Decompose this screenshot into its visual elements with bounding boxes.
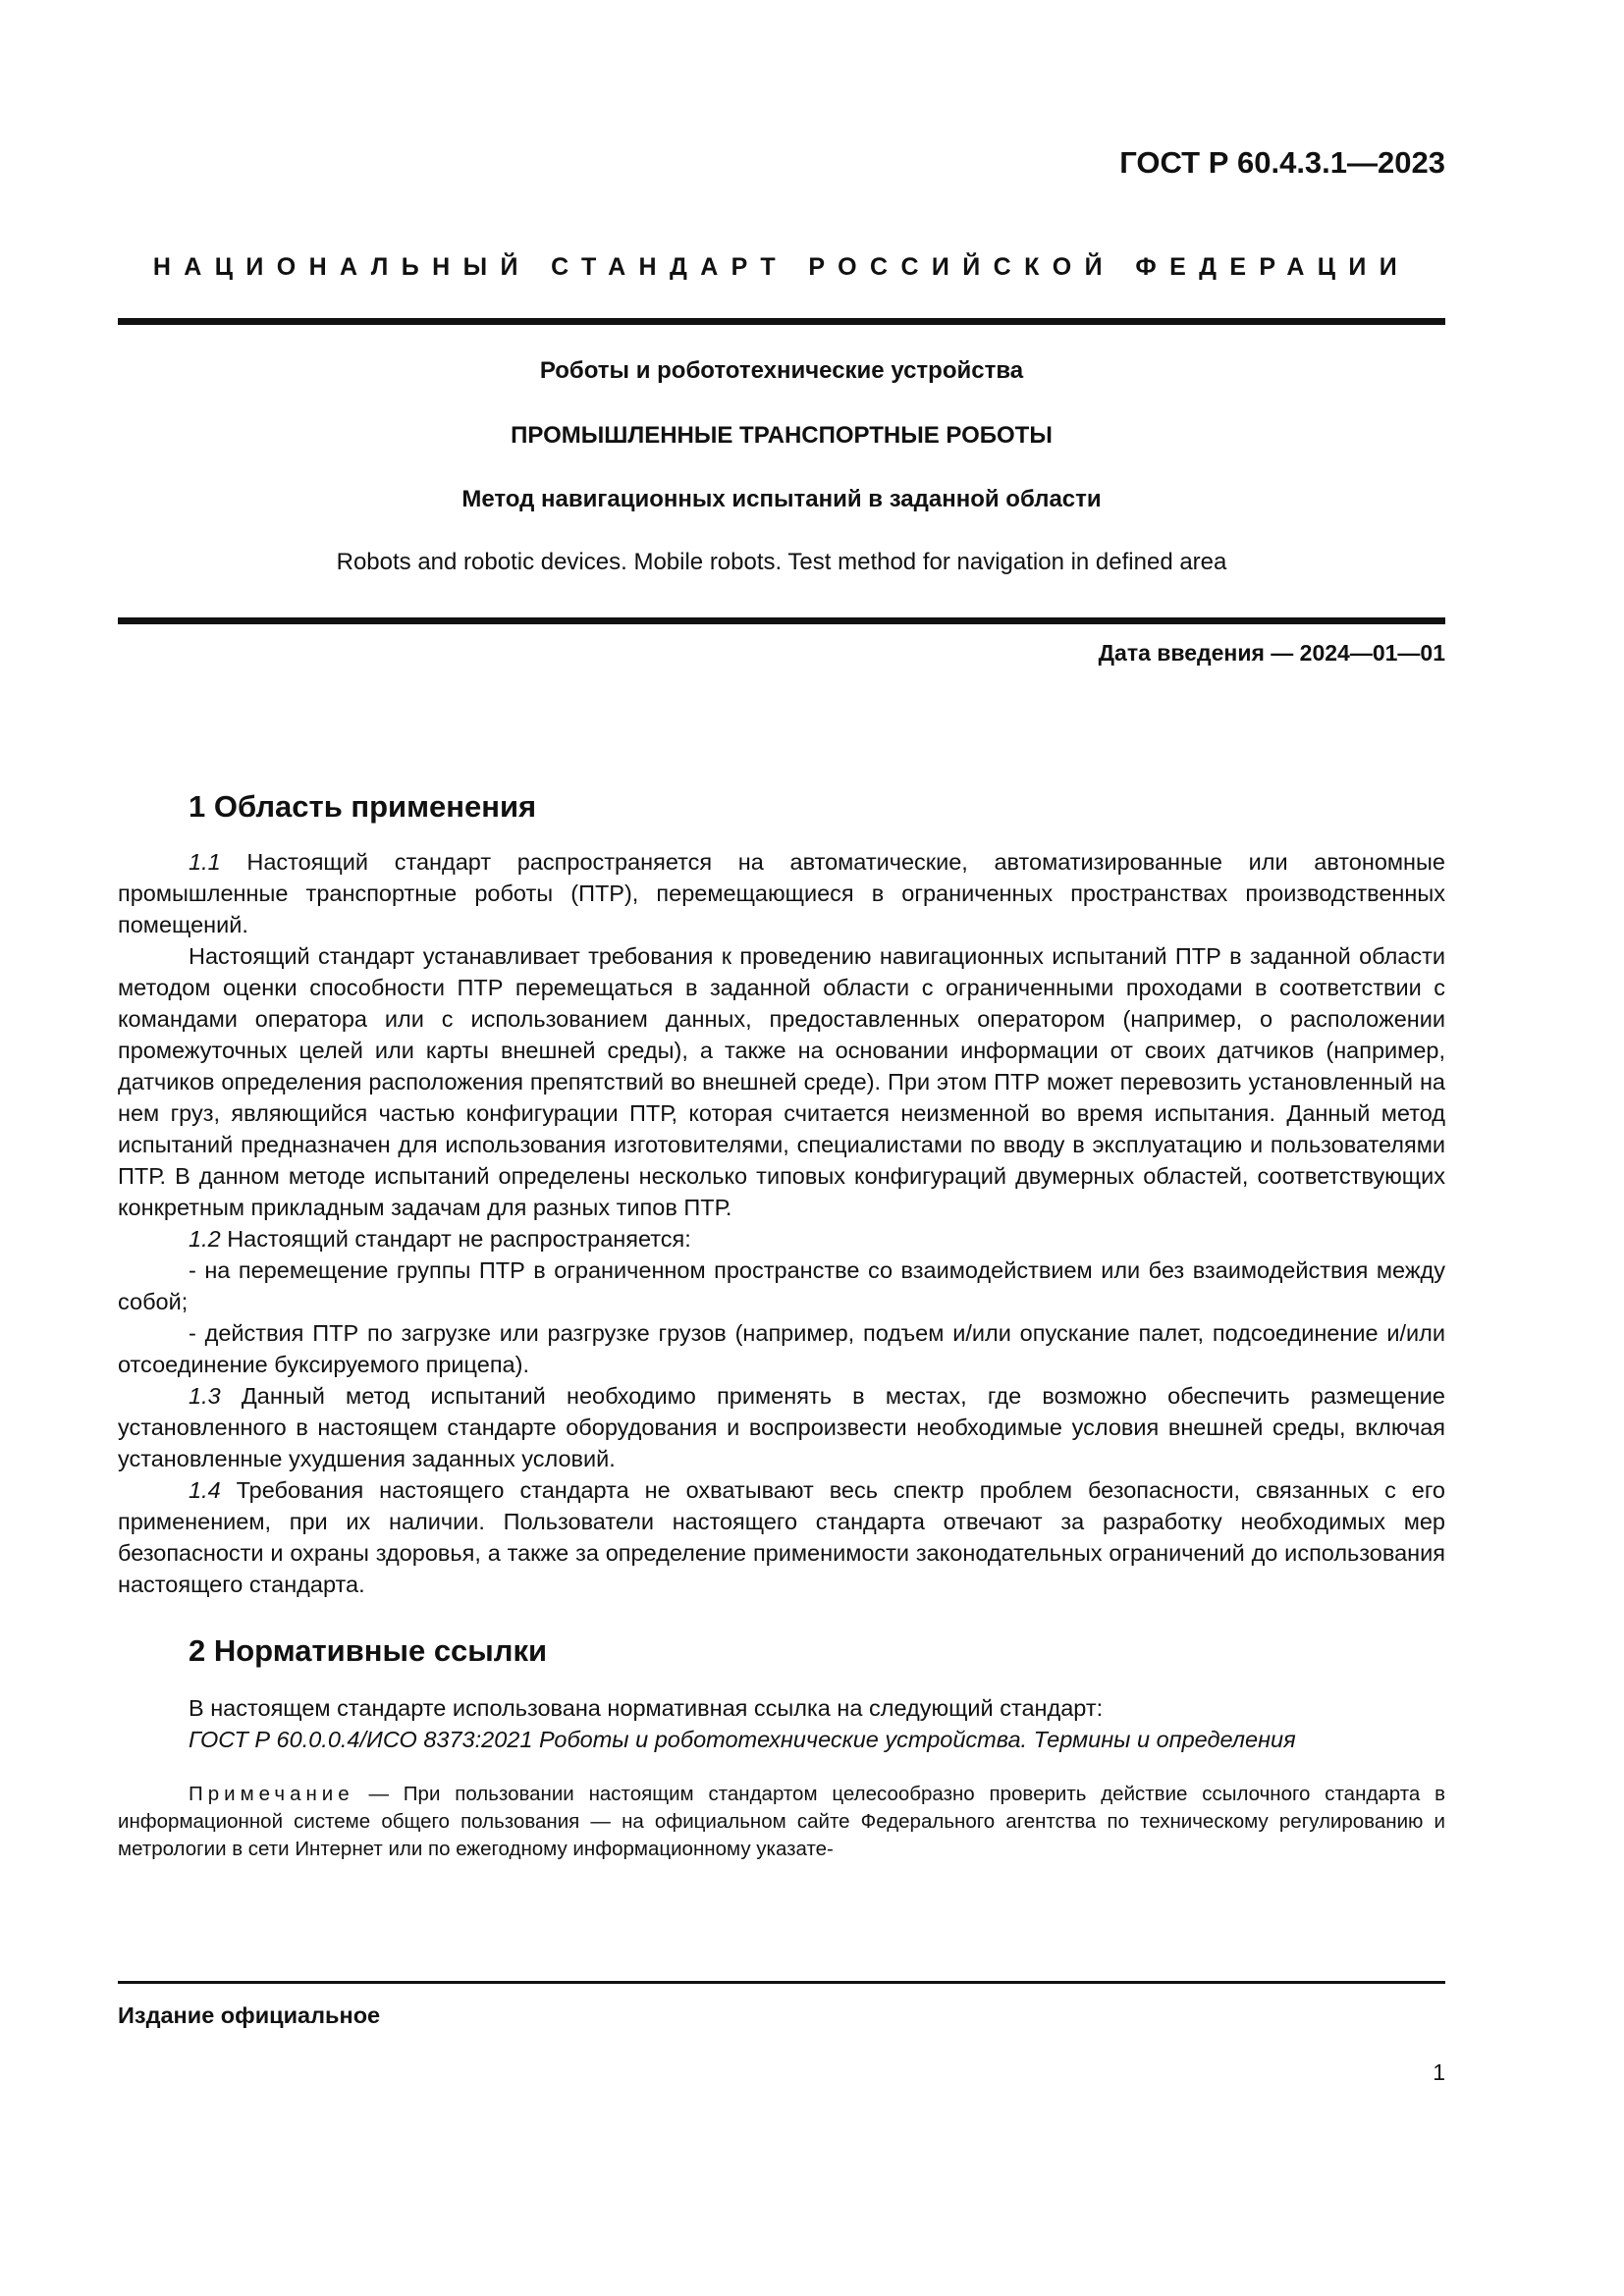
list-item: - действия ПТР по загрузке или разгрузке грузов (например, подъем и/или опускание палет, подсоединение и/или отсоединение буксируемого прицепа). [118, 1320, 1445, 1377]
note-label: Примечание [189, 1783, 354, 1805]
footer-rule [118, 1981, 1445, 1984]
clause-number: 1.3 [189, 1383, 221, 1409]
normative-reference: ГОСТ Р 60.0.0.4/ИСО 8373:2021 Роботы и робототехнические устройства. Термины и определения [189, 1727, 1296, 1752]
paragraph-1-2: 1.2 Настоящий стандарт не распространяется: [189, 1226, 691, 1252]
standard-code: ГОСТ Р 60.4.3.1—2023 [1119, 145, 1445, 180]
national-standard-banner: НАЦИОНАЛЬНЫЙ СТАНДАРТ РОССИЙСКОЙ ФЕДЕРАЦИИ [152, 253, 1411, 281]
paragraph-2-intro: В настоящем стандарте использована нормативная ссылка на следующий стандарт: [189, 1695, 1104, 1721]
paragraph-1-4: 1.4 Требования настоящего стандарта не охватывают весь спектр проблем безопасности, связанных с его применением, при их наличии. Пользователи настоящего стандарта отвечают за разработку необходимых мер безопасности и охраны здоровья, а также за определение применимости законодательных ограничений до использования настоящего стандарта. [118, 1477, 1445, 1597]
title-line-3: Метод навигационных испытаний в заданной области [461, 486, 1102, 512]
page-number: 1 [1433, 2059, 1445, 2085]
top-rule [118, 318, 1445, 325]
paragraph-1-1: 1.1 Настоящий стандарт распространяется на автоматические, автоматизированные или автономные промышленные транспортные роботы (ПТР), перемещающиеся в ограниченных пространствах производственных помещений. [118, 849, 1445, 937]
note: Примечание — При пользовании настоящим стандартом целесообразно проверить действие ссылочного стандарта в информационной системе общего пользования — на официальном сайте Федерального агентства по техническому регулированию и метрологии в сети Интернет или по ежегодному информационному указате- [118, 1783, 1445, 1860]
paragraph-1-3: 1.3 Данный метод испытаний необходимо применять в местах, где возможно обеспечить размещение установленного в настоящем стандарте оборудования и воспроизвести необходимые условия внешней среды, включая установленные ухудшения заданных условий. [118, 1383, 1445, 1471]
title-line-2: ПРОМЫШЛЕННЫЕ ТРАНСПОРТНЫЕ РОБОТЫ [511, 422, 1053, 449]
clause-number: 1.2 [189, 1226, 221, 1252]
title-bottom-rule [118, 617, 1445, 624]
paragraph-scope: Настоящий стандарт устанавливает требования к проведению навигационных испытаний ПТР в заданной области методом оценки способности ПТР перемещаться в заданной области с ограниченными проходами в соответствии с командами оператора или с использованием данных, предоставленных оператором (например, о расположении промежуточных целей или карты внешней среды), а также на основании информации от своих датчиков (например, датчиков определения расположения препятствий во внешней среде). При этом ПТР может перевозить установленный на нем груз, являющийся частью конфигурации ПТР, которая считается неизменной во время испытания. Данный метод испытаний предназначен для использования изготовителями, специалистами по вводу в эксплуатацию и пользователями ПТР. В данном методе испытаний определены несколько типовых конфигураций двумерных областей, соответствующих конкретным прикладным задачам для разных типов ПТР. [118, 943, 1445, 1220]
document-body [118, 785, 1445, 1863]
section-2-heading: 2 Нормативные ссылки [189, 1633, 548, 1668]
title-english: Robots and robotic devices. Mobile robots. Test method for navigation in defined area [336, 549, 1227, 575]
clause-number: 1.1 [189, 849, 221, 875]
section-1-heading: 1 Область применения [189, 789, 537, 824]
list-item: - на перемещение группы ПТР в ограниченном пространстве со взаимодействием или без взаимодействия между собой; [118, 1257, 1445, 1314]
clause-number: 1.4 [189, 1477, 221, 1503]
title-line-1: Роботы и робототехнические устройства [539, 357, 1024, 384]
introduction-date: Дата введения — 2024—01—01 [1098, 640, 1445, 666]
official-edition-label: Издание официальное [118, 2002, 381, 2028]
